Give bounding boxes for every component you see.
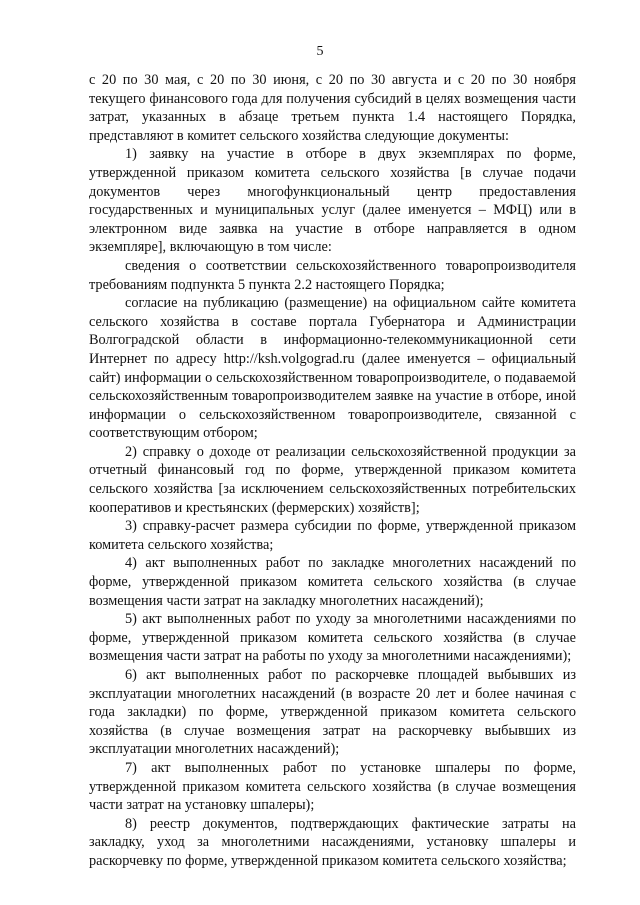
- list-item-6: 6) акт выполненных работ по раскорчевке площадей выбывших из эксплуатации многолетних насаждений (в возрасте 20 лет и более начиная с года закладки) по форме, утвержденной приказом комитета сельского хозяйства (в случае возмещения затрат на раскорчевку выбывших из эксплуатации многолетних насаждений);: [89, 667, 576, 758]
- document-body: [89, 71, 576, 871]
- sub-item-compliance: сведения о соответствии сельскохозяйственного товаропроизводителя требованиям подпункта 5 пункта 2.2 настоящего Порядка;: [89, 257, 576, 293]
- list-item-1: 1) заявку на участие в отборе в двух экземплярах по форме, утвержденной приказом комитета сельского хозяйства [в случае подачи документов через многофункциональный центр предоставления государственных и муниципальных услуг (далее именуется – МФЦ) или в электронном виде заявка на участие в отборе направляется в одном экземпляре], включающую в том числе:: [89, 146, 576, 256]
- sub-item-consent: согласие на публикацию (размещение) на официальном сайте комитета сельского хозяйства в составе портала Губернатора и Администрации Волгоградской области в информационно-телекоммуникационной сети Интернет по адресу http://ksh.volgograd.ru (далее именуется – официальный сайт) информации о сельскохозяйственном товаропроизводителе, о подаваемой сельскохозяйственным товаропроизводителем заявке на участие в отборе, иной информации о сельскохозяйственном товаропроизводителе, связанной с соответствующим отбором;: [89, 295, 576, 442]
- page-number: 5: [316, 44, 324, 59]
- paragraph-intro: с 20 по 30 мая, с 20 по 30 июня, с 20 по 30 августа и с 20 по 30 ноября текущего финансового года для получения субсидий в целях возмещения части затрат, указанных в абзаце третьем пункта 1.4 настоящего Порядка, представляют в комитет сельского хозяйства следующие документы:: [89, 72, 576, 144]
- list-item-5: 5) акт выполненных работ по уходу за многолетними насаждениями по форме, утвержденной приказом комитета сельского хозяйства (в случае возмещения части затрат на работы по уходу за многолетними насаждениями);: [89, 611, 576, 665]
- list-item-8: 8) реестр документов, подтверждающих фактические затраты на закладку, уход за многолетними насаждениями, установку шпалеры и раскорчевку по форме, утвержденной приказом комитета сельского хозяйства;: [89, 815, 576, 869]
- list-item-4: 4) акт выполненных работ по закладке многолетних насаждений по форме, утвержденной приказом комитета сельского хозяйства (в случае возмещения части затрат на закладку многолетних насаждений);: [89, 555, 576, 609]
- list-item-2: 2) справку о доходе от реализации сельскохозяйственной продукции за отчетный финансовый год по форме, утвержденной приказом комитета сельского хозяйства [за исключением сельскохозяйственных потребительских кооперативов и крестьянских (фермерских) хозяйств];: [89, 443, 576, 516]
- list-item-3: 3) справку-расчет размера субсидии по форме, утвержденной приказом комитета сельского хозяйства;: [89, 518, 576, 553]
- list-item-7: 7) акт выполненных работ по установке шпалеры по форме, утвержденной приказом комитета сельского хозяйства (в случае возмещения части затрат на установку шпалеры);: [89, 759, 576, 814]
